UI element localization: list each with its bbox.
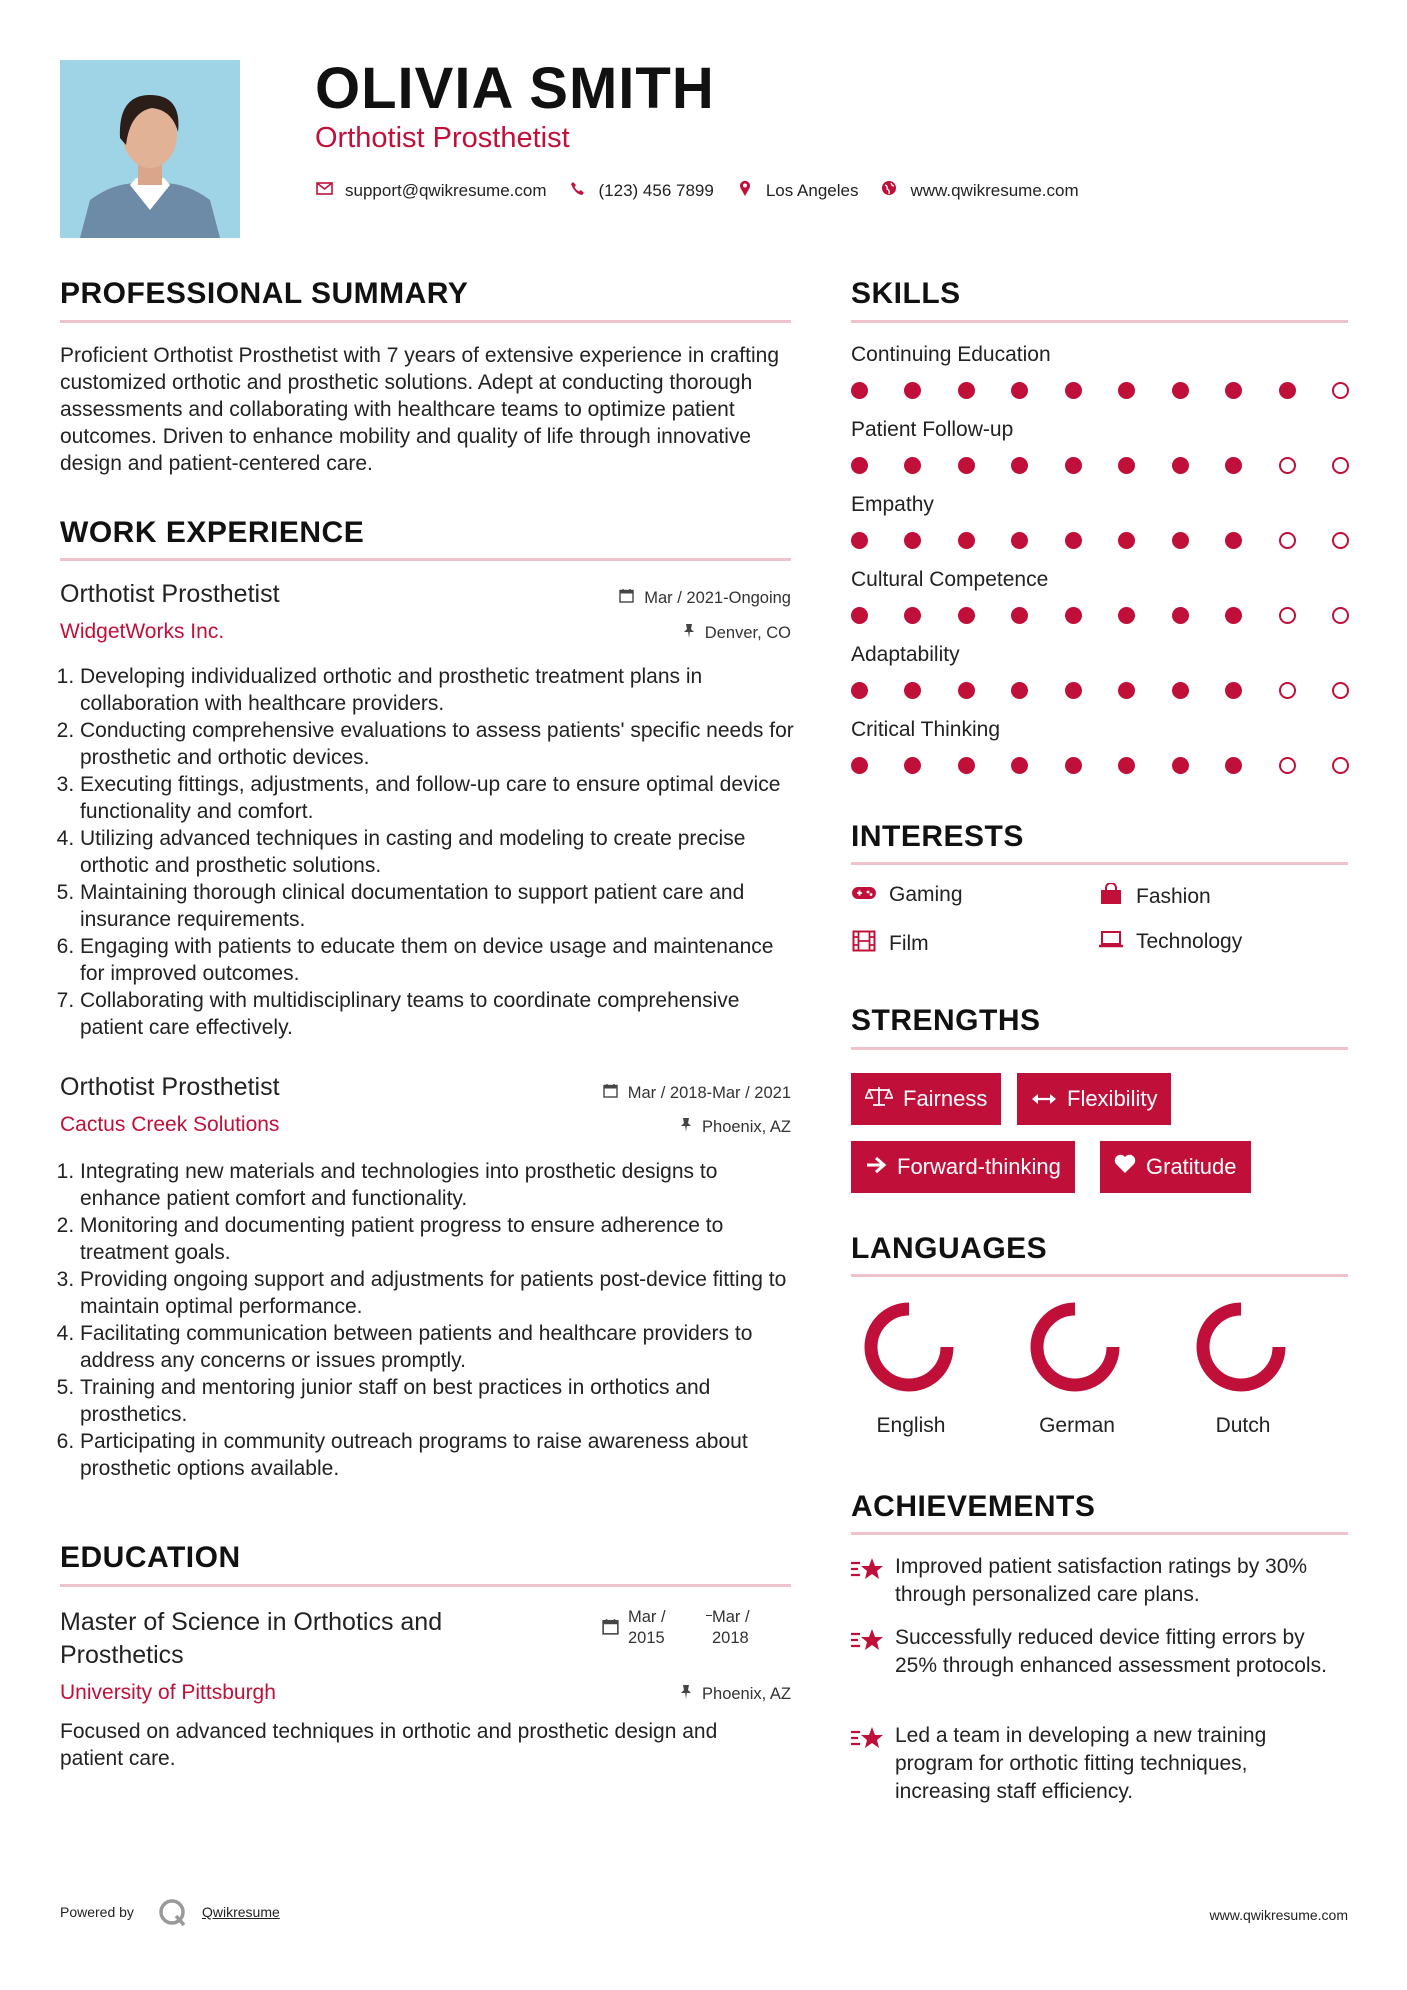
arrow-right-icon [865, 1154, 887, 1180]
skill-rating [851, 682, 1349, 699]
interests-heading: INTERESTS [851, 820, 1024, 853]
strengths-divider [851, 1047, 1348, 1050]
rating-dot-empty [1279, 757, 1296, 774]
strength-label: Fairness [903, 1086, 988, 1111]
heart-icon [1114, 1154, 1136, 1180]
candidate-role: Orthotist Prosthetist [315, 122, 570, 154]
rating-dot-filled [1065, 682, 1082, 699]
strength-tag [1100, 1141, 1251, 1193]
skills-divider [851, 320, 1348, 323]
skill-name: Cultural Competence [851, 568, 1049, 591]
film-icon [851, 930, 877, 958]
degree-title: Master of Science in Orthotics and Prosthetics [60, 1608, 443, 1669]
shopping-bag-icon [1098, 883, 1124, 911]
contact-website[interactable]: www.qwikresume.com [910, 180, 1079, 200]
star-award-icon [850, 1626, 884, 1663]
job-title: Orthotist Prosthetist [60, 580, 280, 608]
language-label: Dutch [1215, 1414, 1271, 1437]
laptop-icon [1098, 930, 1124, 954]
rating-dot-filled [1011, 607, 1028, 624]
rating-dot-filled [904, 607, 921, 624]
list-item: 7. Collaborating with multidisciplinary teams to coordinate comprehensive patient care effectively. [80, 987, 800, 1041]
rating-dot-filled [904, 532, 921, 549]
rating-dot-filled [1118, 457, 1135, 474]
interest-label: Fashion [1136, 885, 1211, 908]
school-name: University of Pittsburgh [60, 1681, 276, 1704]
skill-rating [851, 382, 1349, 399]
rating-dot-filled [1172, 757, 1189, 774]
achievement-text: Improved patient satisfaction ratings by 30% through personalized care plans. [895, 1555, 1308, 1606]
rating-dot-filled [1172, 532, 1189, 549]
language-arc [1037, 1309, 1113, 1385]
job-date-text: Mar / 2021-Ongoing [644, 589, 791, 607]
education-start: Mar / 2015 [628, 1608, 666, 1647]
rating-dot-filled [1225, 532, 1242, 549]
list-item: 5. Maintaining thorough clinical documentation to support patient care and insurance requirements. [80, 879, 800, 933]
list-item: 2. Monitoring and documenting patient progress to ensure adherence to treatment goals. [80, 1212, 800, 1266]
candidate-name: OLIVIA SMITH [315, 56, 715, 121]
skill-name: Critical Thinking [851, 718, 1000, 741]
job-location-text: Denver, CO [704, 624, 791, 642]
language-label: German [1039, 1414, 1115, 1437]
brand-link[interactable]: Qwikresume [202, 1904, 280, 1920]
rating-dot-filled [1065, 382, 1082, 399]
experience-heading: WORK EXPERIENCE [60, 516, 365, 549]
list-item: 6. Participating in community outreach programs to raise awareness about prosthetic options available. [80, 1428, 800, 1482]
rating-dot-filled [1225, 457, 1242, 474]
language-level-arc [857, 1295, 967, 1405]
strength-tag [851, 1073, 1001, 1125]
company-name: WidgetWorks Inc. [60, 620, 225, 643]
globe-icon [880, 180, 898, 201]
rating-dot-filled [1225, 757, 1242, 774]
list-item: 3. Providing ongoing support and adjustments for patients post-device fitting to maintain optimal performance. [80, 1266, 800, 1320]
skill-rating [851, 757, 1349, 774]
achievements-heading: ACHIEVEMENTS [851, 1490, 1096, 1523]
interest-item [851, 883, 963, 907]
calendar-icon [603, 1085, 622, 1102]
pin-icon [683, 625, 699, 642]
rating-dot-empty [1332, 682, 1349, 699]
achievement-text: Led a team in developing a new training program for orthotic fitting techniques, increasing staff efficiency. [895, 1724, 1267, 1803]
interest-label: Technology [1136, 930, 1243, 953]
rating-dot-filled [1225, 382, 1242, 399]
job-duties [60, 1158, 800, 1482]
achievements-divider [851, 1532, 1348, 1535]
strength-tag [1017, 1073, 1171, 1125]
star-award-icon [850, 1724, 884, 1761]
rating-dot-filled [1011, 532, 1028, 549]
languages-divider [851, 1274, 1348, 1277]
summary-heading: PROFESSIONAL SUMMARY [60, 277, 469, 310]
interest-item [851, 930, 929, 958]
map-pin-icon [736, 180, 754, 201]
strength-label: Forward-thinking [897, 1154, 1061, 1179]
interest-label: Gaming [889, 883, 963, 906]
star-award-icon [850, 1555, 884, 1592]
skill-name: Continuing Education [851, 343, 1051, 366]
rating-dot-empty [1279, 607, 1296, 624]
rating-dot-filled [1118, 682, 1135, 699]
job-location-text: Phoenix, AZ [702, 1118, 791, 1136]
rating-dot-empty [1332, 607, 1349, 624]
interest-item [1098, 930, 1242, 954]
qwikresume-logo-icon [158, 1898, 188, 1933]
job-date [603, 1083, 791, 1103]
rating-dot-filled [1225, 682, 1242, 699]
skill-name: Patient Follow-up [851, 418, 1014, 441]
list-item: 6. Engaging with patients to educate them on device usage and maintenance for improved outcomes. [80, 933, 800, 987]
rating-dot-filled [1172, 607, 1189, 624]
rating-dot-filled [1225, 607, 1242, 624]
list-item: 1. Integrating new materials and technologies into prosthetic designs to enhance patient comfort and functionality. [80, 1158, 800, 1212]
education-location [680, 1684, 791, 1704]
calendar-icon [619, 590, 638, 607]
rating-dot-filled [1118, 607, 1135, 624]
rating-dot-filled [1172, 457, 1189, 474]
summary-divider [60, 320, 791, 323]
rating-dot-filled [1065, 532, 1082, 549]
rating-dot-filled [958, 757, 975, 774]
rating-dot-empty [1279, 457, 1296, 474]
contact-phone[interactable]: (123) 456 7899 [598, 180, 714, 200]
rating-dot-filled [904, 382, 921, 399]
gamepad-icon [851, 884, 877, 907]
rating-dot-empty [1332, 757, 1349, 774]
rating-dot-filled [1011, 457, 1028, 474]
education-divider [60, 1584, 791, 1587]
rating-dot-filled [1065, 457, 1082, 474]
language-arc [1203, 1309, 1279, 1385]
language-label: English [876, 1414, 946, 1437]
rating-dot-filled [904, 757, 921, 774]
strengths-heading: STRENGTHS [851, 1004, 1041, 1037]
job-duties [60, 663, 800, 1041]
rating-dot-filled [1011, 757, 1028, 774]
skill-name: Empathy [851, 493, 934, 516]
job-date [619, 588, 791, 608]
list-item: 3. Executing fittings, adjustments, and follow-up care to ensure optimal device functionality and comfort. [80, 771, 800, 825]
strength-tag [851, 1141, 1075, 1193]
powered-by-text: Powered by [60, 1904, 134, 1920]
job-location [683, 623, 791, 643]
rating-dot-empty [1332, 532, 1349, 549]
rating-dot-filled [851, 682, 868, 699]
date-separator [706, 1615, 712, 1616]
rating-dot-filled [1065, 607, 1082, 624]
company-name: Cactus Creek Solutions [60, 1113, 280, 1136]
pin-icon [680, 1119, 696, 1136]
rating-dot-empty [1279, 682, 1296, 699]
rating-dot-filled [958, 607, 975, 624]
rating-dot-filled [904, 682, 921, 699]
skill-rating [851, 607, 1349, 624]
interest-label: Film [889, 932, 929, 955]
calendar-icon [602, 1618, 619, 1640]
experience-divider [60, 558, 791, 561]
rating-dot-filled [1011, 382, 1028, 399]
phone-icon [569, 181, 587, 201]
rating-dot-filled [904, 457, 921, 474]
education-description: Focused on advanced techniques in orthotic and prosthetic design and patient care. [60, 1720, 718, 1770]
rating-dot-filled [1118, 382, 1135, 399]
rating-dot-empty [1332, 457, 1349, 474]
rating-dot-empty [1332, 382, 1349, 399]
rating-dot-filled [851, 382, 868, 399]
envelope-icon [315, 182, 333, 200]
rating-dot-filled [1118, 532, 1135, 549]
education-location-text: Phoenix, AZ [702, 1685, 791, 1703]
list-item: 5. Training and mentoring junior staff on best practices in orthotics and prosthetics. [80, 1374, 800, 1428]
language-arc [871, 1309, 947, 1385]
job-title: Orthotist Prosthetist [60, 1073, 280, 1101]
contact-location: Los Angeles [765, 180, 859, 200]
education-heading: EDUCATION [60, 1541, 241, 1574]
rating-dot-filled [851, 457, 868, 474]
rating-dot-filled [1118, 757, 1135, 774]
skill-rating [851, 457, 1349, 474]
rating-dot-filled [958, 682, 975, 699]
balance-scale-icon [865, 1085, 893, 1113]
rating-dot-filled [1065, 757, 1082, 774]
rating-dot-filled [1011, 682, 1028, 699]
list-item: 4. Facilitating communication between patients and healthcare providers to address any concerns or issues promptly. [80, 1320, 800, 1374]
interest-item [1098, 883, 1211, 911]
summary-text: Proficient Orthotist Prosthetist with 7 years of extensive experience in crafting customized orthotic and prosthetic solutions. Adept at conducting thorough assessments and collaborating with healthcare teams to optimize patient outcomes. Driven to enhance mobility and quality of life through innovative design and patient-centered care. [60, 344, 779, 475]
rating-dot-empty [1279, 532, 1296, 549]
profile-photo [60, 60, 240, 238]
language-level-arc [1189, 1295, 1299, 1405]
skills-heading: SKILLS [851, 277, 961, 310]
languages-heading: LANGUAGES [851, 1232, 1048, 1265]
achievement-text: Successfully reduced device fitting errors by 25% through enhanced assessment protocols. [895, 1626, 1327, 1677]
rating-dot-filled [1279, 382, 1296, 399]
education-end: Mar / 2018 [712, 1608, 750, 1647]
rating-dot-filled [851, 757, 868, 774]
rating-dot-filled [958, 457, 975, 474]
rating-dot-filled [851, 532, 868, 549]
rating-dot-filled [958, 532, 975, 549]
interests-divider [851, 862, 1348, 865]
footer-website[interactable]: www.qwikresume.com [1209, 1907, 1348, 1923]
contact-email[interactable]: support@qwikresume.com [345, 180, 547, 200]
skill-rating [851, 532, 1349, 549]
contact-bar [315, 180, 1089, 201]
list-item: 1. Developing individualized orthotic and prosthetic treatment plans in collaboration with healthcare providers. [80, 663, 800, 717]
arrows-horizontal-icon [1031, 1086, 1057, 1112]
job-date-text: Mar / 2018-Mar / 2021 [627, 1084, 791, 1102]
strength-label: Gratitude [1146, 1154, 1237, 1179]
skill-name: Adaptability [851, 643, 960, 666]
strength-label: Flexibility [1067, 1086, 1158, 1111]
rating-dot-filled [1172, 382, 1189, 399]
pin-icon [680, 1686, 696, 1703]
job-location [680, 1117, 791, 1137]
language-level-arc [1023, 1295, 1133, 1405]
rating-dot-filled [1172, 682, 1189, 699]
rating-dot-filled [958, 382, 975, 399]
list-item: 4. Utilizing advanced techniques in casting and modeling to create precise orthotic and prosthetic solutions. [80, 825, 800, 879]
rating-dot-filled [851, 607, 868, 624]
list-item: 2. Conducting comprehensive evaluations to assess patients' specific needs for prosthetic and orthotic devices. [80, 717, 800, 771]
